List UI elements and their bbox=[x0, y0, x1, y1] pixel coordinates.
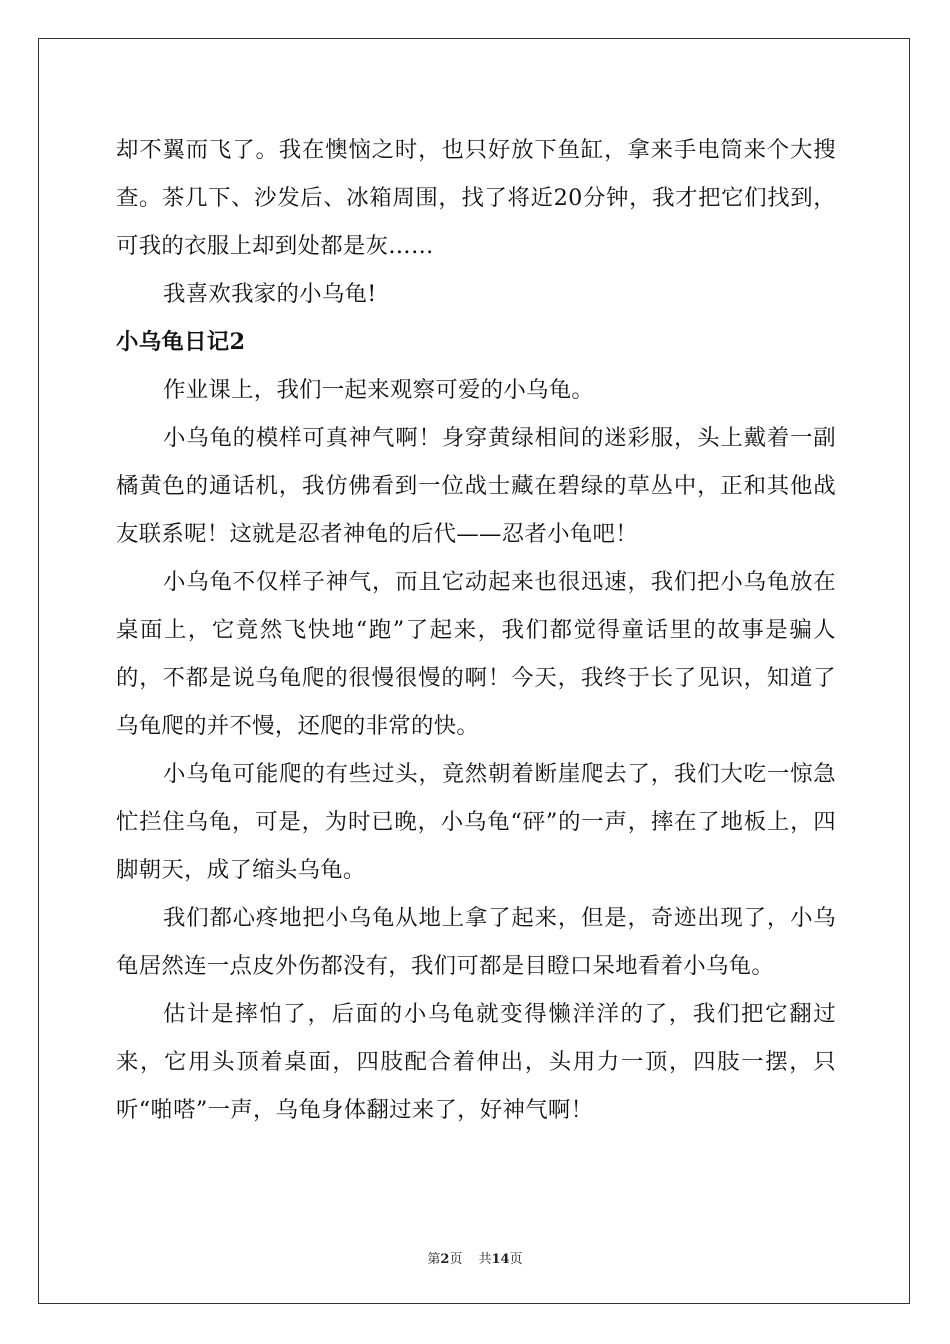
page-suffix: 页 bbox=[449, 1252, 463, 1267]
paragraph: 小乌龟不仅样子神气，而且它动起来也很迅速，我们把小乌龟放在桌面上，它竟然飞快地“跑”了起来，我们都觉得童话里的故事是骗人的，不都是说乌龟爬的很慢很慢的啊！今天，我终于长了见识，知道了乌龟爬的并不慢，还爬的非常的快。 bbox=[116, 569, 836, 739]
section-heading: 小乌龟日记2 bbox=[116, 329, 246, 355]
paragraph: 我们都心疼地把小乌龟从地上拿了起来，但是，奇迹出现了，小乌龟居然连一点皮外伤都没有，我们可都是目瞪口呆地看着小乌龟。 bbox=[116, 905, 836, 979]
paragraph: 估计是摔怕了，后面的小乌龟就变得懒洋洋的了，我们把它翻过来，它用头顶着桌面，四肢配合着伸出，头用力一顶，四肢一摆，只听“啪嗒”一声，乌龟身体翻过来了，好神气啊！ bbox=[116, 1001, 836, 1123]
paragraph-continued: 却不翼而飞了。我在懊恼之时，也只好放下鱼缸，拿来手电筒来个大搜查。茶几下、沙发后、冰箱周围，找了将近20分钟，我才把它们找到，可我的衣服上却到处都是灰…… bbox=[116, 137, 836, 259]
page-prefix: 第 bbox=[427, 1252, 441, 1267]
paragraph: 小乌龟的模样可真神气啊！身穿黄绿相间的迷彩服，头上戴着一副橘黄色的通话机，我仿佛看到一位战士藏在碧绿的草丛中，正和其他战友联系呢！这就是忍者神龟的后代——忍者小龟吧！ bbox=[116, 425, 836, 547]
paragraph: 小乌龟可能爬的有些过头，竟然朝着断崖爬去了，我们大吃一惊急忙拦住乌龟，可是，为时已晚，小乌龟“砰”的一声，摔在了地板上，四脚朝天，成了缩头乌龟。 bbox=[116, 761, 836, 883]
page-current: 2 bbox=[440, 1252, 450, 1267]
total-prefix: 共 bbox=[478, 1252, 492, 1267]
document-body bbox=[116, 126, 836, 1134]
total-suffix: 页 bbox=[509, 1252, 523, 1267]
page-total: 14 bbox=[491, 1252, 510, 1267]
paragraph-closing: 我喜欢我家的小乌龟! bbox=[163, 281, 377, 307]
page-footer bbox=[0, 1248, 950, 1267]
paragraph: 作业课上，我们一起来观察可爱的小乌龟。 bbox=[163, 377, 595, 403]
